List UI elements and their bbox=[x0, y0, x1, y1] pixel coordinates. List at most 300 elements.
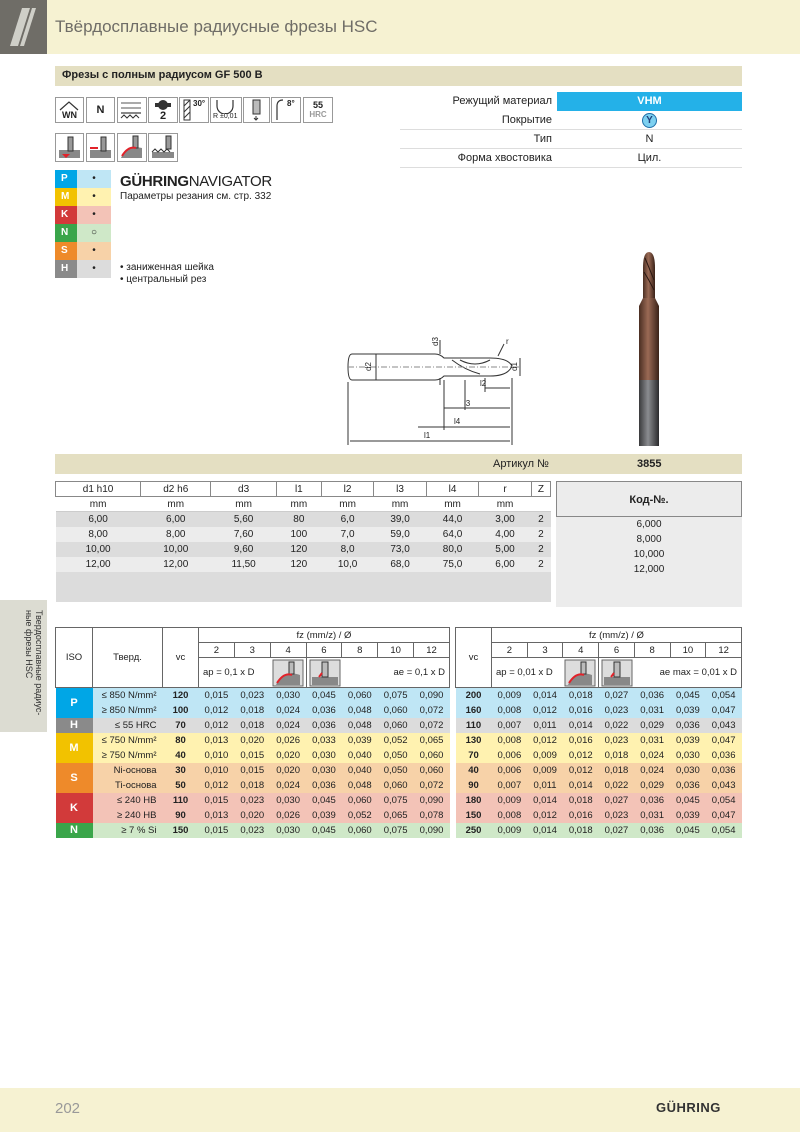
fz-cell: 0,030 bbox=[270, 688, 306, 703]
fz-cell: 0,030 bbox=[306, 763, 342, 778]
page-title: Твёрдосплавные радиусные фрезы HSC bbox=[55, 17, 378, 36]
unit-cell bbox=[531, 497, 550, 512]
fz-cell: 0,022 bbox=[599, 778, 635, 793]
vc-cell: 40 bbox=[163, 748, 199, 763]
fz-cell: 0,075 bbox=[378, 688, 414, 703]
fz-cell: 0,016 bbox=[563, 703, 599, 718]
unit-cell: mm bbox=[56, 497, 141, 512]
fz-cell: 0,007 bbox=[492, 718, 528, 733]
fz-cell: 0,039 bbox=[670, 808, 706, 823]
fz-cell: 0,054 bbox=[706, 793, 742, 808]
fz-cell: 0,060 bbox=[342, 823, 378, 838]
cell: 2 bbox=[531, 542, 550, 557]
fz-cell: 0,006 bbox=[492, 763, 528, 778]
fz-cell: 0,036 bbox=[634, 793, 670, 808]
cell: 2 bbox=[531, 512, 550, 527]
vc-cell: 100 bbox=[163, 703, 199, 718]
fz-cell: 0,015 bbox=[234, 748, 270, 763]
code-value: 6,000 bbox=[636, 519, 662, 530]
diameter-header: 3 bbox=[234, 643, 270, 658]
cell: 10,0 bbox=[321, 557, 373, 572]
fz-cell: 0,018 bbox=[563, 688, 599, 703]
center-cut-icon bbox=[243, 97, 270, 123]
fz-cell: 0,029 bbox=[634, 718, 670, 733]
fz-cell: 0,031 bbox=[634, 733, 670, 748]
fz-cell: 0,065 bbox=[378, 808, 414, 823]
fz-cell: 0,023 bbox=[234, 688, 270, 703]
fz-cell: 0,048 bbox=[342, 778, 378, 793]
fz-cell: 0,043 bbox=[706, 718, 742, 733]
hardness-header: Тверд. bbox=[93, 628, 163, 688]
plunge-op-icon bbox=[55, 133, 84, 162]
iso-code: K bbox=[55, 206, 77, 224]
col-header: l4 bbox=[426, 482, 478, 497]
fz-cell: 0,011 bbox=[527, 778, 563, 793]
surface-finish-icon bbox=[117, 97, 147, 123]
fz-cell: 0,018 bbox=[234, 718, 270, 733]
fz-cell: 0,007 bbox=[492, 778, 528, 793]
cell: 68,0 bbox=[374, 557, 426, 572]
fz-cell: 0,014 bbox=[527, 688, 563, 703]
fz-cell: 0,015 bbox=[199, 823, 235, 838]
table-row bbox=[56, 763, 450, 778]
spec-row-material bbox=[400, 92, 742, 111]
vc-cell: 250 bbox=[456, 823, 492, 838]
table-row bbox=[56, 542, 551, 557]
fz-cell: 0,010 bbox=[199, 748, 235, 763]
col-header: d2 h6 bbox=[141, 482, 211, 497]
wn-label: WN bbox=[62, 110, 77, 120]
vc-cell: 50 bbox=[163, 778, 199, 793]
fz-cell: 0,060 bbox=[414, 763, 450, 778]
wn-norm-icon bbox=[55, 97, 84, 123]
tool-photo bbox=[632, 250, 666, 446]
fz-cell: 0,036 bbox=[306, 778, 342, 793]
iso-header: ISO bbox=[56, 628, 93, 688]
vc-cell: 120 bbox=[163, 688, 199, 703]
fz-cell: 0,024 bbox=[634, 748, 670, 763]
cell: 80,0 bbox=[426, 542, 478, 557]
fz-cell: 0,040 bbox=[342, 748, 378, 763]
diameter-header: 3 bbox=[527, 643, 563, 658]
fz-cell: 0,024 bbox=[270, 778, 306, 793]
cell: 44,0 bbox=[426, 512, 478, 527]
fz-cell: 0,018 bbox=[599, 748, 635, 763]
spec-value-material: VHM bbox=[557, 92, 742, 111]
fz-cell: 0,030 bbox=[670, 763, 706, 778]
fz-cell: 0,052 bbox=[378, 733, 414, 748]
cell: 11,50 bbox=[211, 557, 277, 572]
vc-cell: 110 bbox=[456, 718, 492, 733]
table-row bbox=[456, 808, 742, 823]
fz-cell: 0,045 bbox=[306, 823, 342, 838]
fz-cell: 0,023 bbox=[599, 733, 635, 748]
diameter-header: 10 bbox=[670, 643, 706, 658]
cell: 6,00 bbox=[479, 557, 531, 572]
table-row bbox=[456, 823, 742, 838]
cell: 12,00 bbox=[56, 557, 141, 572]
cell: 59,0 bbox=[374, 527, 426, 542]
col-header: Z bbox=[531, 482, 550, 497]
vc-cell: 110 bbox=[163, 793, 199, 808]
unit-cell: mm bbox=[374, 497, 426, 512]
fz-cell: 0,016 bbox=[563, 808, 599, 823]
side-tab-label: Твердосплавные радиус-ные фрезы HSC bbox=[24, 610, 44, 716]
fz-cell: 0,026 bbox=[270, 733, 306, 748]
fz-cell: 0,030 bbox=[306, 748, 342, 763]
table-row bbox=[56, 748, 450, 763]
col-header: l3 bbox=[374, 482, 426, 497]
table-row bbox=[56, 703, 450, 718]
fz-cell: 0,075 bbox=[378, 793, 414, 808]
diameter-header: 6 bbox=[306, 643, 342, 658]
fz-cell: 0,012 bbox=[199, 703, 235, 718]
fz-cell: 0,015 bbox=[199, 793, 235, 808]
iso-mark: ○ bbox=[77, 224, 111, 242]
fz-cell: 0,022 bbox=[599, 718, 635, 733]
fz-cell: 0,033 bbox=[306, 733, 342, 748]
unit-cell: mm bbox=[479, 497, 531, 512]
vc-cell: 90 bbox=[163, 808, 199, 823]
unit-cell: mm bbox=[211, 497, 277, 512]
hardness-cell: ≥ 240 HB bbox=[93, 808, 163, 823]
navigator-logo bbox=[120, 173, 272, 190]
fz-cell: 0,018 bbox=[599, 763, 635, 778]
brand-logo-tile bbox=[0, 0, 47, 54]
iso-code: N bbox=[55, 224, 77, 242]
fz-cell: 0,050 bbox=[378, 763, 414, 778]
fz-cell: 0,090 bbox=[414, 823, 450, 838]
diameter-header: 4 bbox=[563, 643, 599, 658]
cell: 6,00 bbox=[56, 512, 141, 527]
cell: 8,00 bbox=[141, 527, 211, 542]
code-value: 12,000 bbox=[633, 564, 665, 575]
table-row bbox=[456, 688, 742, 703]
fz-cell: 0,012 bbox=[527, 733, 563, 748]
fz-cell: 0,039 bbox=[342, 733, 378, 748]
fz-cell: 0,027 bbox=[599, 793, 635, 808]
col-header: l1 bbox=[276, 482, 321, 497]
fz-cell: 0,012 bbox=[563, 748, 599, 763]
vc-cell: 200 bbox=[456, 688, 492, 703]
fz-cell: 0,036 bbox=[706, 763, 742, 778]
page-number: 202 bbox=[55, 1100, 81, 1117]
operation-icon bbox=[601, 659, 633, 687]
table-row bbox=[56, 527, 551, 542]
iso-cell: S bbox=[56, 763, 93, 793]
cell: 80 bbox=[276, 512, 321, 527]
fz-cell: 0,039 bbox=[670, 733, 706, 748]
cell: 9,60 bbox=[211, 542, 277, 557]
cell: 10,00 bbox=[56, 542, 141, 557]
label-d1: d1 bbox=[510, 362, 519, 371]
table-row bbox=[56, 808, 450, 823]
flutes-icon bbox=[148, 97, 178, 123]
fz-cell: 0,008 bbox=[492, 808, 528, 823]
col-header: d3 bbox=[211, 482, 277, 497]
vc-cell: 70 bbox=[456, 748, 492, 763]
ae-label: ae max = 0,01 x D bbox=[659, 667, 737, 678]
clearance-angle-icon bbox=[271, 97, 301, 123]
cell: 6,00 bbox=[141, 512, 211, 527]
diameter-header: 12 bbox=[706, 643, 742, 658]
unit-cell: mm bbox=[426, 497, 478, 512]
label-l3: l3 bbox=[464, 399, 471, 408]
fz-cell: 0,030 bbox=[270, 793, 306, 808]
spec-value-shank: Цил. bbox=[637, 152, 662, 164]
vc-cell: 180 bbox=[456, 793, 492, 808]
diameter-header: 12 bbox=[414, 643, 450, 658]
fz-cell: 0,048 bbox=[342, 718, 378, 733]
footer-brand: GÜHRING bbox=[656, 1100, 721, 1115]
hardness-cell: ≥ 850 N/mm² bbox=[93, 703, 163, 718]
code-value: 8,000 bbox=[636, 534, 662, 545]
code-header: Код-№. bbox=[556, 481, 742, 517]
col-header: l2 bbox=[321, 482, 373, 497]
fz-cell: 0,013 bbox=[199, 808, 235, 823]
navigator-product: NAVIGATOR bbox=[188, 173, 272, 190]
fz-cell: 0,012 bbox=[527, 703, 563, 718]
coating-badge: Y bbox=[642, 113, 657, 128]
fz-cell: 0,045 bbox=[670, 823, 706, 838]
fz-cell: 0,072 bbox=[414, 703, 450, 718]
fz-cell: 0,050 bbox=[378, 748, 414, 763]
fz-cell: 0,009 bbox=[492, 823, 528, 838]
unit-cell: mm bbox=[141, 497, 211, 512]
iso-row-k bbox=[55, 206, 111, 224]
iso-mark: • bbox=[77, 170, 111, 188]
slotting-op-icon bbox=[86, 133, 115, 162]
cell: 8,0 bbox=[321, 542, 373, 557]
helix-angle-value: 30° bbox=[193, 99, 206, 108]
fz-cell: 0,008 bbox=[492, 733, 528, 748]
unit-cell: mm bbox=[321, 497, 373, 512]
table-row bbox=[56, 823, 450, 838]
iso-row-s bbox=[55, 242, 111, 260]
hardness-icon bbox=[303, 97, 333, 123]
diameter-header: 2 bbox=[492, 643, 528, 658]
iso-cell: M bbox=[56, 733, 93, 763]
fz-cell: 0,009 bbox=[492, 793, 528, 808]
label-l4: l4 bbox=[454, 417, 461, 426]
fz-cell: 0,014 bbox=[563, 778, 599, 793]
fz-cell: 0,014 bbox=[527, 823, 563, 838]
fz-cell: 0,012 bbox=[527, 808, 563, 823]
vc-cell: 150 bbox=[456, 808, 492, 823]
fz-cell: 0,078 bbox=[414, 808, 450, 823]
fz-cell: 0,036 bbox=[706, 748, 742, 763]
fz-cell: 0,023 bbox=[599, 703, 635, 718]
fz-cell: 0,031 bbox=[634, 808, 670, 823]
spec-row-shank bbox=[400, 149, 742, 168]
fz-cell: 0,024 bbox=[270, 703, 306, 718]
fz-cell: 0,075 bbox=[378, 823, 414, 838]
fz-cell: 0,047 bbox=[706, 703, 742, 718]
label-l1: l1 bbox=[424, 431, 431, 440]
fz-cell: 0,012 bbox=[199, 718, 235, 733]
cell: 10,00 bbox=[141, 542, 211, 557]
fz-cell: 0,036 bbox=[670, 778, 706, 793]
fz-cell: 0,045 bbox=[306, 793, 342, 808]
fz-cell: 0,026 bbox=[270, 808, 306, 823]
note-reduced-neck: • заниженная шейка bbox=[120, 262, 214, 273]
cell: 7,60 bbox=[211, 527, 277, 542]
iso-code: M bbox=[55, 188, 77, 206]
unit-cell: mm bbox=[276, 497, 321, 512]
cell: 5,00 bbox=[479, 542, 531, 557]
fz-cell: 0,029 bbox=[634, 778, 670, 793]
iso-cell: H bbox=[56, 718, 93, 733]
fz-cell: 0,039 bbox=[670, 703, 706, 718]
iso-row-h bbox=[55, 260, 111, 278]
vc-cell: 160 bbox=[456, 703, 492, 718]
spec-label: Форма хвостовика bbox=[457, 152, 552, 164]
type-n-label: N bbox=[96, 104, 105, 116]
fz-cell: 0,012 bbox=[563, 763, 599, 778]
fz-cell: 0,008 bbox=[492, 703, 528, 718]
fz-cell: 0,013 bbox=[199, 733, 235, 748]
fz-cell: 0,036 bbox=[306, 718, 342, 733]
article-number: 3855 bbox=[637, 458, 662, 470]
radius-tolerance-label: R ±0,01 bbox=[213, 113, 238, 120]
fz-cell: 0,009 bbox=[527, 763, 563, 778]
vc-cell: 80 bbox=[163, 733, 199, 748]
fz-cell: 0,048 bbox=[342, 703, 378, 718]
section-title: Фрезы с полным радиусом GF 500 B bbox=[62, 69, 263, 81]
cell: 75,0 bbox=[426, 557, 478, 572]
iso-cell: P bbox=[56, 688, 93, 718]
fz-cell: 0,054 bbox=[706, 823, 742, 838]
diameter-header: 4 bbox=[270, 643, 306, 658]
note-center-cut: • центральный рез bbox=[120, 274, 207, 285]
fz-cell: 0,006 bbox=[492, 748, 528, 763]
tool-drawing bbox=[340, 330, 540, 450]
fz-cell: 0,023 bbox=[599, 808, 635, 823]
fz-cell: 0,047 bbox=[706, 733, 742, 748]
fz-cell: 0,036 bbox=[634, 688, 670, 703]
fz-cell: 0,009 bbox=[527, 748, 563, 763]
fz-cell: 0,015 bbox=[234, 763, 270, 778]
cell: 120 bbox=[276, 542, 321, 557]
iso-mark: • bbox=[77, 188, 111, 206]
spec-label: Режущий материал bbox=[452, 95, 552, 107]
fz-cell: 0,020 bbox=[270, 763, 306, 778]
fz-header: fz (mm/z) / Ø bbox=[199, 628, 450, 643]
stripes-logo-icon bbox=[8, 6, 38, 48]
cell: 100 bbox=[276, 527, 321, 542]
fz-cell: 0,020 bbox=[234, 808, 270, 823]
fz-cell: 0,045 bbox=[670, 688, 706, 703]
fz-cell: 0,039 bbox=[306, 808, 342, 823]
fz-cell: 0,018 bbox=[234, 703, 270, 718]
fz-cell: 0,060 bbox=[378, 703, 414, 718]
col-header: d1 h10 bbox=[56, 482, 141, 497]
iso-code: H bbox=[55, 260, 77, 278]
cell: 6,0 bbox=[321, 512, 373, 527]
fz-cell: 0,018 bbox=[563, 793, 599, 808]
hardness-cell: ≤ 55 HRC bbox=[93, 718, 163, 733]
iso-mark: • bbox=[77, 260, 111, 278]
table-row bbox=[456, 763, 742, 778]
fz-cell: 0,018 bbox=[563, 823, 599, 838]
spec-value-type: N bbox=[645, 133, 654, 145]
table-row bbox=[56, 733, 450, 748]
dimensions-table bbox=[55, 481, 551, 602]
fz-cell: 0,031 bbox=[634, 703, 670, 718]
label-l2: l2 bbox=[480, 379, 487, 388]
vc-cell: 150 bbox=[163, 823, 199, 838]
code-value: 10,000 bbox=[633, 549, 665, 560]
cell: 120 bbox=[276, 557, 321, 572]
hardness-value: 55 bbox=[312, 100, 323, 110]
ae-label: ae = 0,1 x D bbox=[393, 667, 445, 678]
fz-cell: 0,065 bbox=[414, 733, 450, 748]
fz-cell: 0,027 bbox=[599, 688, 635, 703]
hardness-cell: ≤ 750 N/mm² bbox=[93, 733, 163, 748]
operation-icon bbox=[272, 659, 304, 687]
fz-cell: 0,014 bbox=[563, 718, 599, 733]
fz-cell: 0,060 bbox=[342, 793, 378, 808]
spec-value-coating bbox=[557, 111, 742, 130]
table-row bbox=[56, 778, 450, 793]
iso-code: P bbox=[55, 170, 77, 188]
ap-label: ap = 0,01 x D bbox=[496, 667, 553, 678]
fz-cell: 0,016 bbox=[563, 733, 599, 748]
fz-cell: 0,040 bbox=[342, 763, 378, 778]
fz-cell: 0,010 bbox=[199, 763, 235, 778]
article-label: Артикул № bbox=[493, 458, 549, 470]
cell: 39,0 bbox=[374, 512, 426, 527]
fz-cell: 0,012 bbox=[199, 778, 235, 793]
operation-icon bbox=[309, 659, 341, 687]
type-n-icon bbox=[86, 97, 115, 123]
fz-cell: 0,036 bbox=[670, 718, 706, 733]
cell: 4,00 bbox=[479, 527, 531, 542]
cell: 3,00 bbox=[479, 512, 531, 527]
hardness-cell: ≥ 750 N/mm² bbox=[93, 748, 163, 763]
fz-cell: 0,060 bbox=[414, 748, 450, 763]
spec-row-coating bbox=[400, 111, 742, 130]
fz-cell: 0,060 bbox=[342, 688, 378, 703]
fz-cell: 0,072 bbox=[414, 778, 450, 793]
vc-cell: 30 bbox=[163, 763, 199, 778]
fz-cell: 0,011 bbox=[527, 718, 563, 733]
fz-cell: 0,009 bbox=[492, 688, 528, 703]
cell: 64,0 bbox=[426, 527, 478, 542]
iso-mark: • bbox=[77, 242, 111, 260]
iso-cell: K bbox=[56, 793, 93, 823]
diameter-header: 8 bbox=[634, 643, 670, 658]
vc-cell: 130 bbox=[456, 733, 492, 748]
cell: 7,0 bbox=[321, 527, 373, 542]
fz-cell: 0,018 bbox=[234, 778, 270, 793]
col-header: r bbox=[479, 482, 531, 497]
diameter-header: 6 bbox=[599, 643, 635, 658]
fz-header: fz (mm/z) / Ø bbox=[492, 628, 742, 643]
fz-cell: 0,090 bbox=[414, 793, 450, 808]
diameter-header: 8 bbox=[342, 643, 378, 658]
hardness-cell: ≤ 850 N/mm² bbox=[93, 688, 163, 703]
spec-row-type bbox=[400, 130, 742, 149]
fz-cell: 0,090 bbox=[414, 688, 450, 703]
radius-tolerance-icon bbox=[210, 97, 242, 123]
copy-milling-op-icon bbox=[148, 133, 178, 162]
cell: 12,00 bbox=[141, 557, 211, 572]
table-row bbox=[456, 793, 742, 808]
fz-cell: 0,052 bbox=[342, 808, 378, 823]
iso-row-m bbox=[55, 188, 111, 206]
cutting-params-ref: Параметры резания см. стр. 332 bbox=[120, 191, 272, 202]
